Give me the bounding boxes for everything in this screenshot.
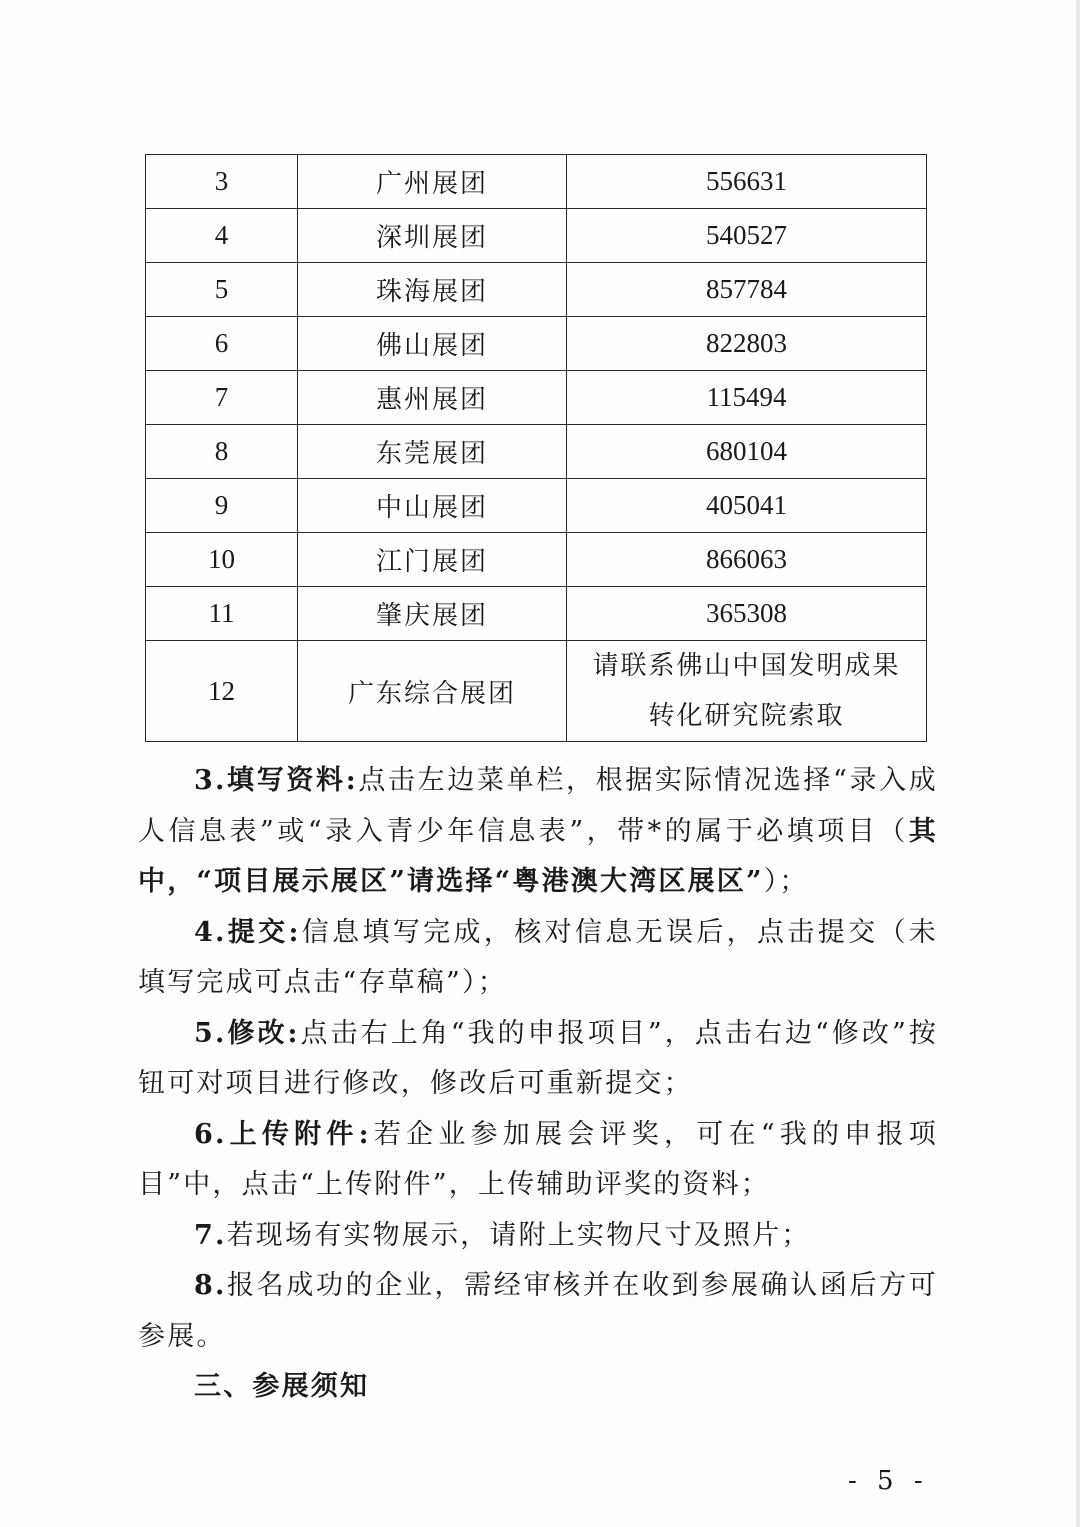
step-7-label: 7. — [194, 1219, 227, 1251]
step-3-paragraph — [138, 756, 938, 908]
step-4-text: 信息填写完成，核对信息无误后，点击提交（未填写完成可点击“存草稿”）； — [138, 916, 938, 998]
step-7-paragraph — [138, 1211, 938, 1262]
step-5-paragraph — [138, 1009, 938, 1110]
invite-code-cell: 866063 — [567, 533, 927, 587]
row-number-cell: 11 — [146, 587, 298, 641]
step-3-label: 3.填写资料: — [194, 765, 358, 796]
table-row — [146, 533, 927, 587]
invite-code-cell: 857784 — [567, 263, 927, 317]
invite-code-cell: 365308 — [567, 587, 927, 641]
contact-note-cell — [567, 641, 927, 742]
group-name-cell: 肇庆展团 — [298, 587, 567, 641]
step-8-paragraph — [138, 1261, 938, 1362]
table-row — [146, 263, 927, 317]
step-4-paragraph — [138, 908, 938, 1009]
step-3-text: 点击左边菜单栏，根据实际情况选择“录入成人信息表”或“录入青少年信息表”，带*的属于必填项目（ — [138, 765, 938, 847]
table-row — [146, 479, 927, 533]
table-row — [146, 371, 927, 425]
invite-code-cell: 115494 — [567, 371, 927, 425]
row-number-cell: 6 — [146, 317, 298, 371]
step-6-paragraph — [138, 1110, 938, 1211]
group-name-cell: 中山展团 — [298, 479, 567, 533]
row-number-cell: 4 — [146, 209, 298, 263]
group-name-cell: 佛山展团 — [298, 317, 567, 371]
step-8-text: 报名成功的企业，需经审核并在收到参展确认函后方可参展。 — [138, 1270, 938, 1352]
group-name-cell: 深圳展团 — [298, 209, 567, 263]
contact-note-line-1: 请联系佛山中国发明成果 — [592, 651, 901, 681]
invite-code-cell: 540527 — [567, 209, 927, 263]
group-name-cell: 广东综合展团 — [298, 641, 567, 742]
step-4-label: 4.提交: — [194, 916, 301, 948]
step-8-label: 8. — [194, 1270, 227, 1301]
table-row — [146, 317, 927, 371]
page-edge — [1076, 0, 1080, 1527]
row-number-cell: 9 — [146, 479, 298, 533]
row-number-cell: 8 — [146, 425, 298, 479]
step-3-end: ）； — [763, 866, 809, 897]
table-row — [146, 155, 927, 209]
invite-code-cell: 680104 — [567, 425, 927, 479]
table-row — [146, 587, 927, 641]
group-name-cell: 广州展团 — [298, 155, 567, 209]
step-3-emphasis: 其中，“项目展示展区”请选择“粤港澳大湾区展区” — [138, 815, 938, 897]
step-7-text: 若现场有实物展示，请附上实物尺寸及照片； — [226, 1219, 811, 1251]
exhibition-group-code-table — [145, 154, 927, 742]
row-number-cell: 7 — [146, 371, 298, 425]
step-6-label: 6.上传附件: — [194, 1118, 371, 1150]
contact-note-line-2: 转化研究院索取 — [648, 701, 845, 731]
group-name-cell: 江门展团 — [298, 533, 567, 587]
invite-code-cell: 822803 — [567, 317, 927, 371]
row-number-cell: 3 — [146, 155, 298, 209]
step-5-text: 点击右上角“我的申报项目”，点击右边“修改”按钮可对项目进行修改，修改后可重新提交； — [138, 1017, 939, 1099]
step-5-label: 5.修改: — [194, 1017, 300, 1049]
table-row — [146, 641, 927, 742]
table-row — [146, 425, 927, 479]
table-row — [146, 209, 927, 263]
instructions-body — [138, 756, 938, 1413]
invite-code-cell: 556631 — [567, 155, 927, 209]
group-name-cell: 珠海展团 — [298, 263, 567, 317]
group-name-cell: 东莞展团 — [298, 425, 567, 479]
row-number-cell: 12 — [146, 641, 298, 742]
section-heading: 三、参展须知 — [194, 1371, 370, 1402]
row-number-cell: 5 — [146, 263, 298, 317]
row-number-cell: 10 — [146, 533, 298, 587]
page-number: - 5 - — [848, 1466, 929, 1496]
step-6-text: 若企业参加展会评奖，可在“我的申报项目”中，点击“上传附件”，上传辅助评奖的资料； — [138, 1118, 938, 1200]
group-name-cell: 惠州展团 — [298, 371, 567, 425]
invite-code-cell: 405041 — [567, 479, 927, 533]
